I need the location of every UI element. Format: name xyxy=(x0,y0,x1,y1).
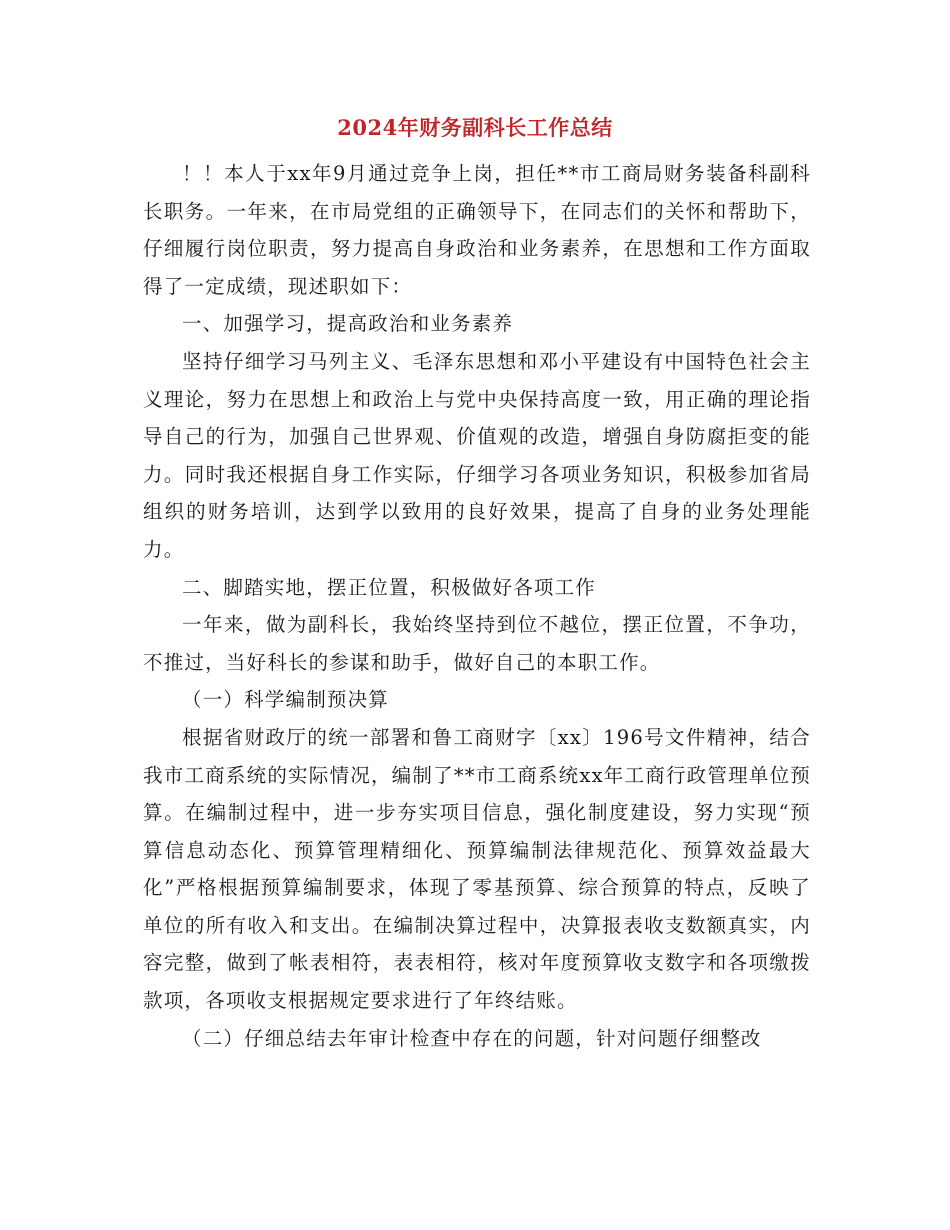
paragraph-budget: 根据省财政厅的统一部署和鲁工商财字〔xx〕196号文件精神，结合我市工商系统的实际情况，编制了**市工商系统xx年工商行政管理单位预算。在编制过程中，进一步夯实项目信息，强化制度建设，努力实现“预算信息动态化、预算管理精细化、预算编制法律规范化、预算效益最大化”严格根据预算编制要求，体现了零基预算、综合预算的特点，反映了单位的所有收入和支出。在编制决算过程中，决算报表收支数额真实，内容完整，做到了帐表相符，表表相符，核对年度预算收支数字和各项缴拨款项，各项收支根据规定要求进行了年终结账。 xyxy=(143,725,811,1013)
paragraph-study: 坚持仔细学习马列主义、毛泽东思想和邓小平建设有中国特色社会主义理论，努力在思想上和政治上与党中央保持高度一致，用正确的理论指导自己的行为，加强自己世界观、价值观的改造，增强自身防腐拒变的能力。同时我还根据自身工作实际，仔细学习各项业务知识，积极参加省局组织的财务培训，达到学以致用的良好效果，提高了自身的业务处理能力。 xyxy=(143,349,811,561)
section-heading-2: 二、脚踏实地，摆正位置，积极做好各项工作 xyxy=(182,575,597,599)
paragraph-intro: ！！本人于xx年9月通过竞争上岗，担任**市工商局财务装备科副科长职务。一年来，在市局党组的正确领导下，在同志们的关怀和帮助下，仔细履行岗位职责，努力提高自身政治和业务素养，在思想和工作方面取得了一定成绩，现述职如下： xyxy=(143,162,811,298)
document-body xyxy=(143,155,811,1057)
subsection-heading-2: （二）仔细总结去年审计检查中存在的问题，针对问题仔细整改 xyxy=(182,1026,762,1050)
subsection-heading-1: （一）科学编制预决算 xyxy=(182,688,390,712)
paragraph-role: 一年来，做为副科长，我始终坚持到位不越位，摆正位置，不争功，不推过，当好科长的参谋和助手，做好自己的本职工作。 xyxy=(143,613,811,674)
document-title: 2024年财务副科长工作总结 xyxy=(337,115,613,140)
section-heading-1: 一、加强学习，提高政治和业务素养 xyxy=(182,312,514,336)
